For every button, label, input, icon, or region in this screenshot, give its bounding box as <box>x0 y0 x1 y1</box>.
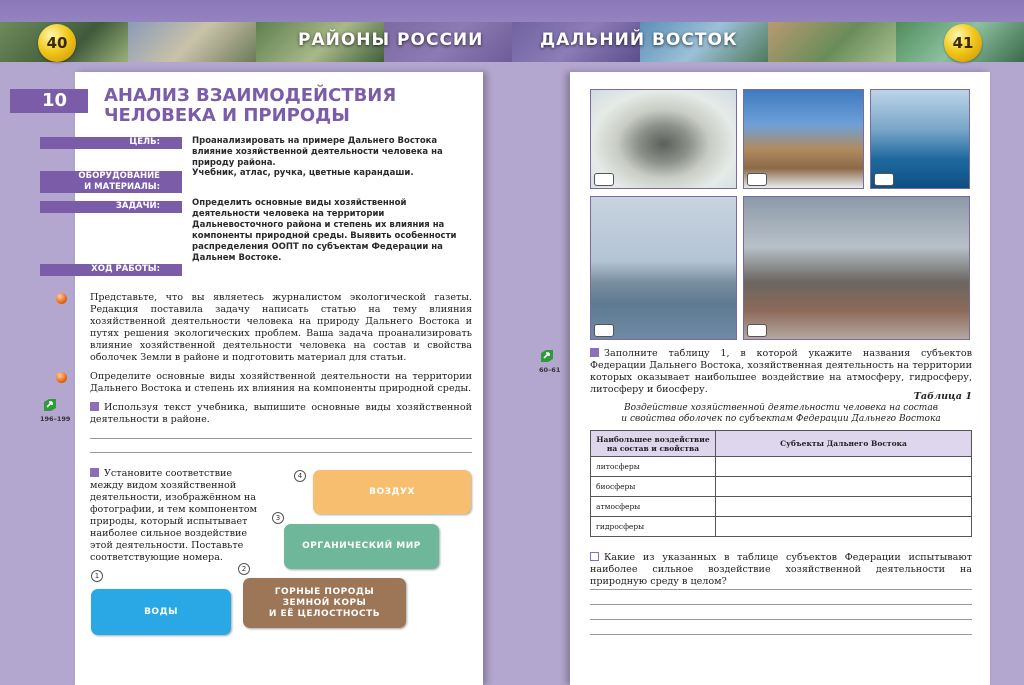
equipment-label-line1: ОБОРУДОВАНИЕ <box>78 171 160 181</box>
component-rocks-line1: ГОРНЫЕ ПОРОДЫ <box>274 586 375 597</box>
table-cell-answer[interactable] <box>716 457 972 477</box>
table-cell-answer[interactable] <box>716 497 972 517</box>
goal-text: Проанализировать на примере Дальнего Востока влияние хозяйственной деятельности человека на природу района. <box>192 136 443 168</box>
task1-text <box>90 402 472 426</box>
task4-text <box>590 552 972 588</box>
equipment-label-line2: И МАТЕРИАЛЫ: <box>84 182 160 192</box>
textbook-reference-icon <box>43 398 57 412</box>
table-row <box>591 477 972 497</box>
component-waters[interactable]: ВОДЫ <box>91 589 231 635</box>
component-number-2: 2 <box>238 563 250 575</box>
table-cell-sphere: атмосферы <box>591 497 716 517</box>
page-number-left: 40 <box>38 24 76 62</box>
photo-answer-box[interactable] <box>747 173 767 186</box>
answer-line[interactable] <box>590 619 972 620</box>
task1-label: Используя текст учебника, выпишите основные виды хозяйственной деятельности в районе. <box>90 402 472 425</box>
table-cell-sphere: биосферы <box>591 477 716 497</box>
photo-answer-box[interactable] <box>874 173 894 186</box>
answer-line[interactable] <box>90 452 472 453</box>
table-header-row <box>591 431 972 457</box>
textbook-reference-pages: 196–199 <box>40 415 71 423</box>
answer-line[interactable] <box>590 604 972 605</box>
photo-quarry <box>590 89 737 189</box>
workflow-label: ХОД РАБОТЫ: <box>40 264 182 276</box>
photo-logging <box>743 89 864 189</box>
atlas-reference-pages: 60–61 <box>539 366 561 374</box>
component-rocks-line3: И ЕЁ ЦЕЛОСТНОСТЬ <box>268 608 381 619</box>
component-organic-world[interactable]: ОРГАНИЧЕСКИЙ МИР <box>284 524 439 569</box>
photo-oil-platforms <box>590 196 737 340</box>
table-cell-answer[interactable] <box>716 517 972 537</box>
table-caption <box>590 403 972 425</box>
lesson-title-line2: ЧЕЛОВЕКА И ПРИРОДЫ <box>104 105 350 126</box>
photo-answer-box[interactable] <box>594 324 614 337</box>
answer-line[interactable] <box>590 589 972 590</box>
goal-label: ЦЕЛЬ: <box>40 137 182 149</box>
equipment-label <box>40 171 182 193</box>
task4-label: Какие из указанных в таблице субъектов Федерации испытывают наиболее сильное воздействие хозяйственной деятельности на природную среду в целом? <box>590 552 972 587</box>
task-marker-icon <box>590 348 599 357</box>
table-cell-answer[interactable] <box>716 477 972 497</box>
photo-answer-box[interactable] <box>747 324 767 337</box>
lesson-title <box>104 86 396 126</box>
component-number-3: 3 <box>272 512 284 524</box>
impact-table <box>590 430 972 537</box>
header-photo-strip <box>0 22 1024 62</box>
component-number-1: 1 <box>91 570 103 582</box>
bullet-icon <box>56 293 67 304</box>
atlas-reference-icon <box>540 349 554 363</box>
task2-label: Установите соответствие между видом хозяйственной деятельности, изображённом на фотографии, и тем компонентом природы, который испытывает наиболее сильное воздействие этой деятельности. Поставьте соответствующие номера. <box>90 468 258 563</box>
task3-text <box>590 348 972 396</box>
table-header-impact: Наибольшее воздействие на состав и свойства <box>591 431 716 457</box>
tasks-label: ЗАДАЧИ: <box>40 201 182 213</box>
component-rocks[interactable] <box>243 578 406 628</box>
table-header-subjects: Субъекты Дальнего Востока <box>716 431 972 457</box>
tasks-text: Определить основные виды хозяйственной деятельности человека на территории Дальневосточного района и степень их влияния на компоненты природной среды. Выявить особенности распределения ООПТ по субъектам Федерации на Дальнем Востоке. <box>192 198 457 263</box>
answer-line[interactable] <box>90 438 472 439</box>
answer-line[interactable] <box>590 634 972 635</box>
header-band <box>0 0 1024 62</box>
task-marker-icon <box>590 552 599 561</box>
task-marker-icon <box>90 468 99 477</box>
lesson-title-line1: АНАЛИЗ ВЗАИМОДЕЙСТВИЯ <box>104 85 397 106</box>
table-label: Таблица 1 <box>913 391 972 402</box>
component-rocks-line2: ЗЕМНОЙ КОРЫ <box>282 597 367 608</box>
lesson-number: 10 <box>42 90 68 111</box>
table-row <box>591 457 972 477</box>
table-caption-line2: и свойства оболочек по субъектам Федерации Дальнего Востока <box>621 414 941 424</box>
component-number-4: 4 <box>294 470 306 482</box>
table-row <box>591 497 972 517</box>
header-title-left: РАЙОНЫ РОССИИ <box>298 30 484 50</box>
equipment-text: Учебник, атлас, ручка, цветные карандаши. <box>192 168 414 178</box>
table-caption-line1: Воздействие хозяйственной деятельности человека на состав <box>624 403 938 413</box>
photo-answer-box[interactable] <box>594 173 614 186</box>
table-row <box>591 517 972 537</box>
table-cell-sphere: литосферы <box>591 457 716 477</box>
step-paragraph: Определите основные виды хозяйственной деятельности на территории Дальнего Востока и степень их влияния на компоненты природной среды. <box>90 371 472 394</box>
intro-paragraph: Представьте, что вы являетесь журналистом экологической газеты. Редакция поставила задачу написать статью на тему влияния хозяйственной деятельности человека на природу Дальнего Востока и путях решения экологических проблем. Ваша задача проанализировать влияние хозяйственной деятельности человека на состав и свойства оболочек Земли в районе и подготовить материал для статьи. <box>90 292 472 363</box>
task3-label: Заполните таблицу 1, в которой укажите названия субъектов Федерации Дальнего Востока, хозяйственная деятельность на территории которых оказывает наибольшее воздействие на атмосферу, гидросферу, литосферу и биосферу. <box>590 348 972 395</box>
photo-fishing-ship <box>870 89 970 189</box>
header-title-right: ДАЛЬНИЙ ВОСТОК <box>540 30 738 50</box>
component-air[interactable]: ВОЗДУХ <box>313 470 471 514</box>
task-marker-icon <box>90 402 99 411</box>
task2-text <box>90 468 258 564</box>
bullet-icon <box>56 372 67 383</box>
table-cell-sphere: гидросферы <box>591 517 716 537</box>
photo-power-plant <box>743 196 970 340</box>
page-number-right: 41 <box>944 24 982 62</box>
